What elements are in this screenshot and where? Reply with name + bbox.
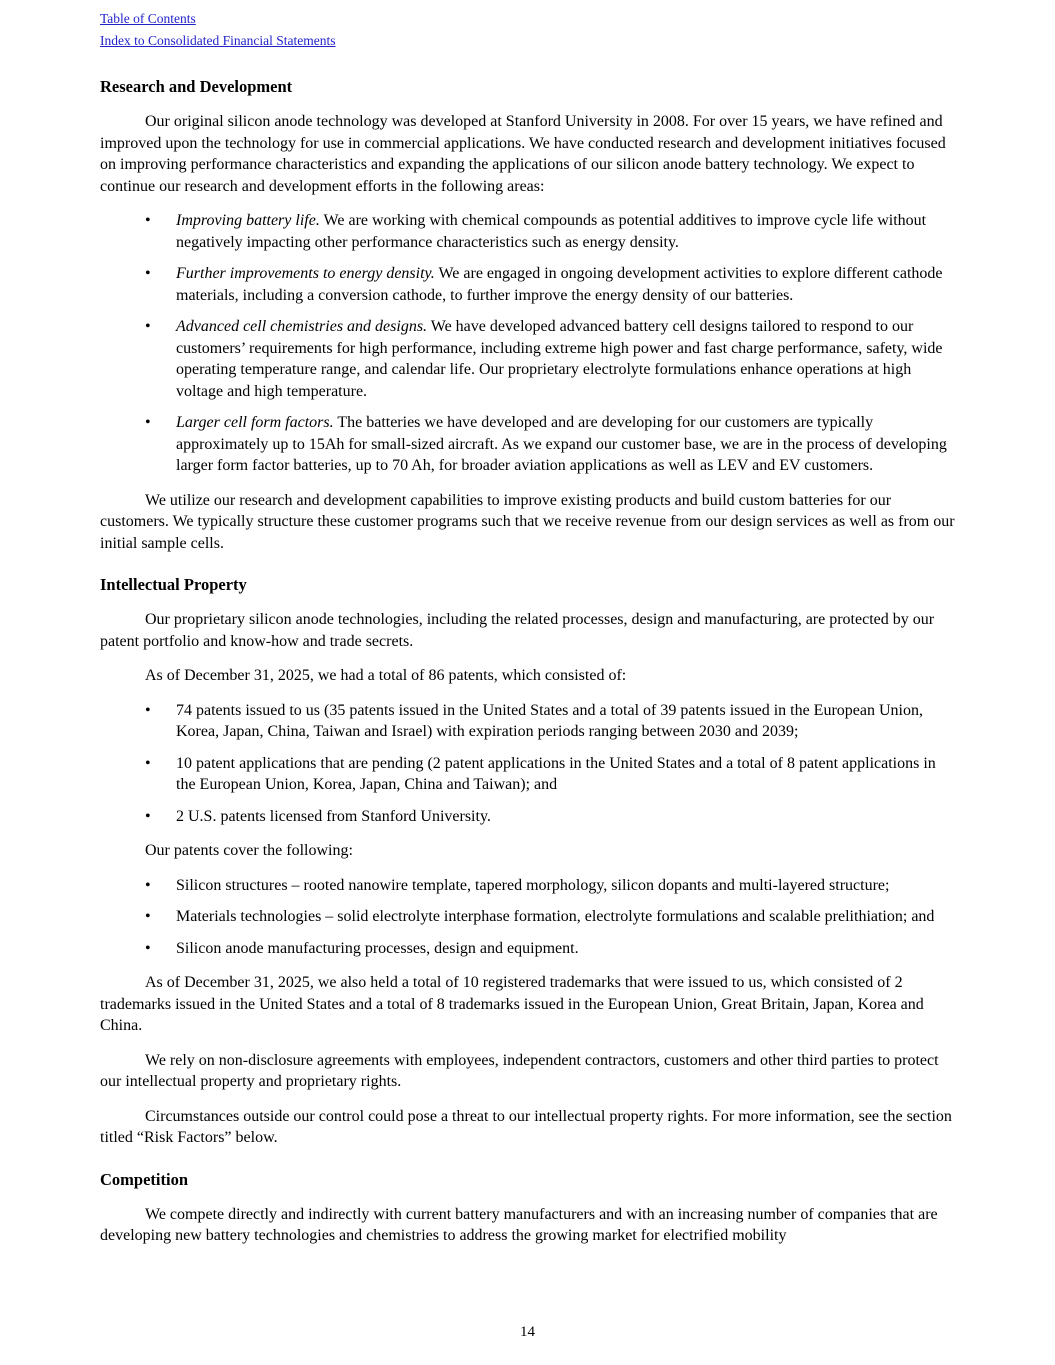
paragraph-ip-nda: We rely on non-disclosure agreements with employees, independent contractors, customers and other third parties to protect our intellectual property and proprietary rights.	[100, 1051, 939, 1090]
paragraph-rd-intro: Our original silicon anode technology was developed at Stanford University in 2008. For over 15 years, we have refined and improved upon the technology for use in commercial applications. We have conducted research and development initiatives focused on improving performance characteristics and expanding the applications of our silicon anode battery technology. We expect to continue our research and development efforts in the following areas:	[100, 113, 946, 195]
heading-research-and-development: Research and Development	[100, 77, 293, 96]
paragraph-rd-outro: We utilize our research and development capabilities to improve existing products and build custom batteries for our customers. We typically structure these customer programs such that we receive revenue from our design services as well as from our initial sample cells.	[100, 491, 955, 552]
list-item	[145, 316, 955, 402]
bullet-marker	[145, 875, 176, 897]
list-item-body: We are engaged in ongoing development activities to explore different cathode materials, including a conversion cathode, to further improve the energy density of our batteries.	[176, 265, 943, 304]
bullet-marker	[145, 906, 176, 928]
link-table-of-contents[interactable]: Table of Contents	[100, 11, 196, 26]
list-item-body: The batteries we have developed and are developing for our customers are typically approximately up to 15Ah for small-sized aircraft. As we expand our customer base, we are in the process of developing larger form factor batteries, up to 70 Ah, for broader aviation applications as well as LEV and EV customers.	[176, 414, 947, 474]
paragraph-competition-intro: We compete directly and indirectly with current battery manufacturers and with an increasing number of companies that are developing new battery technologies and chemistries to address the growing market for electrified mobility	[100, 1205, 938, 1244]
list-item-text: 2 U.S. patents licensed from Stanford University.	[176, 807, 491, 825]
bullet-marker	[145, 412, 176, 477]
list-item-text: 74 patents issued to us (35 patents issued in the United States and a total of 39 patents issued in the European Union, Korea, Japan, China, Taiwan and Israel) with expiration periods ranging between 2030 and 2039;	[176, 701, 923, 740]
list-item-text: 10 patent applications that are pending (2 patent applications in the United States and a total of 8 patent applications in the European Union, Korea, Japan, China and Taiwan); and	[176, 754, 936, 793]
list-item	[145, 700, 955, 743]
list-item-text	[176, 412, 955, 477]
list-item-text	[176, 210, 955, 253]
heading-competition: Competition	[100, 1169, 188, 1189]
list-item	[145, 412, 955, 477]
list-item-text: Materials technologies – solid electrolyte interphase formation, electrolyte formulations and scalable prelithiation; and	[176, 908, 935, 925]
list-item	[145, 906, 955, 928]
bullet-marker	[145, 263, 176, 306]
paragraph-ip-overview: Our proprietary silicon anode technologies, including the related processes, design and manufacturing, are protected by our patent portfolio and know-how and trade secrets.	[100, 611, 935, 650]
paragraph-ip-patents-cover: Our patents cover the following:	[145, 842, 353, 859]
heading-intellectual-property: Intellectual Property	[100, 575, 247, 594]
bullet-marker	[145, 210, 176, 253]
bullet-marker	[145, 806, 176, 828]
header-links	[100, 8, 955, 52]
list-item-lead: Improving battery life.	[176, 212, 320, 229]
patent-bullet-list	[145, 700, 955, 828]
paragraph-ip-trademarks: As of December 31, 2025, we also held a total of 10 registered trademarks that were issued to us, which consisted of 2 trademarks issued in the United States and a total of 8 trademarks issued in the European Union, Great Britain, Japan, Korea and China.	[100, 974, 924, 1034]
coverage-bullet-list	[145, 875, 955, 960]
paragraph-ip-patent-total: As of December 31, 2025, we had a total of 86 patents, which consisted of:	[145, 667, 627, 684]
list-item	[145, 875, 955, 897]
bullet-marker	[145, 316, 176, 402]
rd-bullet-list	[145, 210, 955, 477]
list-item-text	[176, 316, 955, 402]
link-index-consolidated-financial-statements[interactable]: Index to Consolidated Financial Statements	[100, 33, 336, 48]
list-item-lead: Further improvements to energy density.	[176, 265, 435, 282]
bullet-marker	[145, 700, 176, 743]
list-item-text: Silicon structures – rooted nanowire template, tapered morphology, silicon dopants and multi-layered structure;	[176, 876, 890, 894]
list-item	[145, 210, 955, 253]
paragraph-ip-risk: Circumstances outside our control could pose a threat to our intellectual property rights. For more information, see the section titled “Risk Factors” below.	[100, 1107, 952, 1146]
list-item	[145, 938, 955, 960]
list-item	[145, 263, 955, 306]
list-item-lead: Larger cell form factors.	[176, 414, 334, 431]
list-item	[145, 806, 955, 828]
list-item-text: Silicon anode manufacturing processes, design and equipment.	[176, 939, 579, 957]
page-number: 14	[520, 1323, 535, 1340]
list-item	[145, 753, 955, 796]
list-item-text	[176, 263, 955, 306]
list-item-body: We are working with chemical compounds as potential additives to improve cycle life without negatively impacting other performance characteristics such as energy density.	[176, 212, 927, 251]
bullet-marker	[145, 753, 176, 796]
list-item-body: We have developed advanced battery cell designs tailored to respond to our customers’ requirements for high performance, including extreme high power and fast charge performance, safety, wide operating temperature range, and calendar life. Our proprietary electrolyte formulations enhance operations at high voltage and high temperature.	[176, 318, 943, 400]
bullet-marker	[145, 938, 176, 960]
list-item-lead: Advanced cell chemistries and designs.	[176, 318, 428, 335]
